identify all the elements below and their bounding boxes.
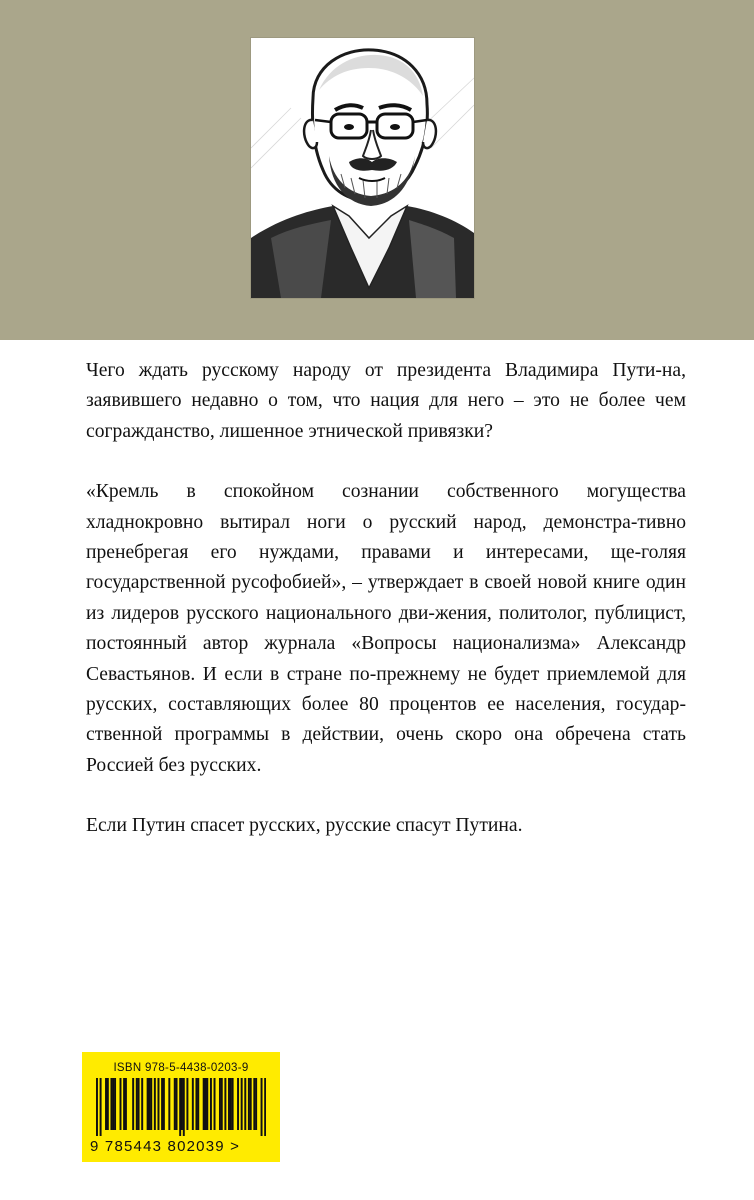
- barcode-bar: [205, 1078, 207, 1130]
- barcode-bar: [120, 1078, 122, 1130]
- barcode-bar: [183, 1078, 185, 1136]
- isbn-label: ISBN 978-5-4438-0203-9: [113, 1062, 249, 1074]
- barcode-bar: [230, 1078, 232, 1130]
- barcode-bar: [141, 1078, 143, 1130]
- barcode-bar: [186, 1078, 188, 1130]
- barcode-bar: [241, 1078, 243, 1130]
- barcode-bar: [174, 1078, 176, 1130]
- barcode-bar: [255, 1078, 257, 1130]
- barcode-bar: [214, 1078, 216, 1130]
- barcode-bar: [168, 1078, 170, 1130]
- barcode-bar: [161, 1078, 163, 1130]
- barcode-bar: [210, 1078, 212, 1130]
- cover-description: [86, 356, 686, 842]
- barcode-bar: [264, 1078, 266, 1136]
- barcode-bar: [125, 1078, 127, 1130]
- paragraph-intro: Чего ждать русскому народу от президента Владимира Пути-на, заявившего недавно о том, что нация для него – это не более чем согражданство, лишенное этнической привязки?: [86, 360, 686, 442]
- barcode-bar: [248, 1078, 250, 1130]
- barcode-bar: [261, 1078, 263, 1136]
- barcode-bar: [147, 1078, 149, 1130]
- barcode-bar: [228, 1078, 230, 1130]
- barcode-bar: [96, 1078, 98, 1136]
- barcode-bar: [221, 1078, 223, 1130]
- barcode-bar: [237, 1078, 239, 1130]
- paragraph-quote: «Кремль в спокойном сознании собственного могущества хладнокровно вытирал ноги о русский народ, демонстра-тивно пренебрегая его нуждами, правами и интересами, ще-голяя государственной русофобией», – утверждает в своей новой книге один из лидеров русского национального дви-жения, политолог, публицист, постоянный автор журнала «Вопросы национализма» Александр Севастьянов. И если в стране по-прежнему не будет приемлемой для русских, составляющих более 80 процентов ее населения, государ-ственной программы в действии, очень скоро она обречена стать Россией без русских.: [86, 481, 686, 776]
- author-sketch-portrait-icon: [251, 38, 474, 298]
- barcode-bar: [154, 1078, 156, 1130]
- barcode-bar: [136, 1078, 138, 1130]
- barcode-bar: [157, 1078, 159, 1130]
- barcode-bar: [112, 1078, 114, 1130]
- barcode-icon: [96, 1078, 266, 1136]
- barcode-bar: [181, 1078, 183, 1130]
- barcode-bar: [232, 1078, 234, 1130]
- barcode-bar: [250, 1078, 252, 1130]
- barcode-bar: [224, 1078, 226, 1130]
- barcode-bars: [96, 1078, 266, 1136]
- barcode-bar: [253, 1078, 255, 1130]
- barcode-bar: [105, 1078, 107, 1130]
- barcode-digits: 9 785443 802039 >: [90, 1138, 241, 1155]
- barcode-bar: [107, 1078, 109, 1130]
- barcode-bar: [176, 1078, 178, 1130]
- barcode-bar: [138, 1078, 140, 1130]
- barcode-bar: [244, 1078, 246, 1130]
- barcode-bar: [114, 1078, 116, 1130]
- barcode-bar: [195, 1078, 197, 1130]
- paragraph-conclusion: Если Путин спасет русских, русские спасут Путина.: [86, 815, 523, 837]
- barcode-bar: [197, 1078, 199, 1130]
- barcode-bar: [219, 1078, 221, 1130]
- barcode-bar: [123, 1078, 125, 1130]
- author-portrait: [251, 38, 474, 298]
- barcode-bar: [206, 1078, 208, 1130]
- barcode-bar: [132, 1078, 134, 1130]
- barcode-bar: [179, 1078, 181, 1136]
- barcode-bar: [203, 1078, 205, 1130]
- barcode-bar: [150, 1078, 152, 1130]
- barcode-bar: [163, 1078, 165, 1130]
- barcode-bar: [192, 1078, 194, 1130]
- barcode-bar: [110, 1078, 112, 1130]
- barcode-bar: [100, 1078, 102, 1136]
- barcode-bar: [148, 1078, 150, 1130]
